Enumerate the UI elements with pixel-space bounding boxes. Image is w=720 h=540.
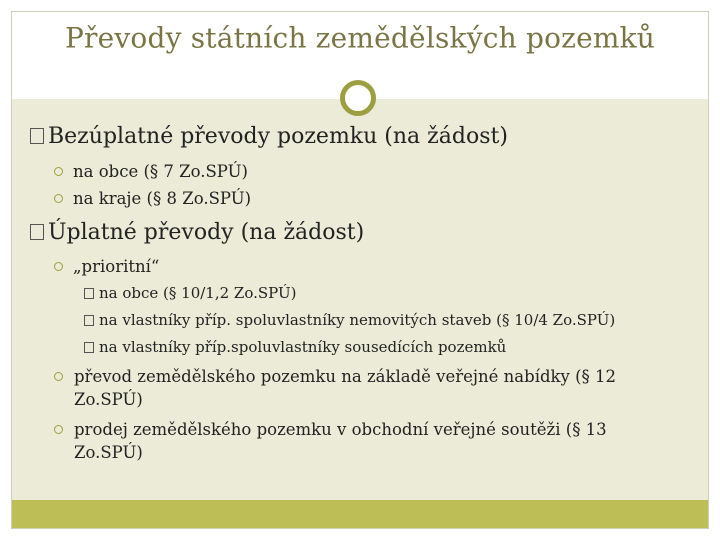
slide-title: Převody státních zemědělských pozemků	[65, 21, 655, 55]
circle-bullet-icon	[54, 372, 63, 381]
list-item	[54, 189, 251, 208]
list-item-text: na vlastníky příp. spoluvlastníky nemovitých staveb (§ 10/4 Zo.SPÚ)	[99, 311, 616, 329]
list-item-text: „prioritní“	[73, 257, 160, 276]
list-item	[54, 418, 664, 464]
circle-bullet-icon	[54, 167, 63, 176]
circle-bullet-icon	[54, 425, 63, 434]
decorative-circle-icon	[340, 80, 376, 116]
list-item-text: prodej zemědělského pozemku v obchodní veřejné soutěži (§ 13 Zo.SPÚ)	[74, 420, 607, 462]
square-bullet-icon	[30, 128, 44, 144]
list-item-text: převod zemědělského pozemku na základě veřejné nabídky (§ 12 Zo.SPÚ)	[74, 367, 617, 409]
list-item	[54, 257, 159, 276]
list-item-text: Bezúplatné převody pozemku (na žádost)	[48, 124, 508, 149]
list-item-text: na obce (§ 7 Zo.SPÚ)	[73, 162, 248, 181]
square-bullet-icon	[30, 224, 44, 240]
list-item-text: na obce (§ 10/1,2 Zo.SPÚ)	[99, 284, 297, 302]
list-item-text: Úplatné převody (na žádost)	[48, 220, 365, 245]
list-item-text: na vlastníky příp.spoluvlastníky sousedících pozemků	[99, 338, 507, 356]
square-bullet-icon	[84, 288, 94, 299]
list-item	[84, 338, 506, 356]
list-item	[84, 284, 297, 302]
list-item	[84, 311, 615, 329]
divider-line	[12, 98, 526, 99]
square-bullet-icon	[84, 315, 94, 326]
square-bullet-icon	[84, 342, 94, 353]
footer-bar	[12, 500, 708, 528]
list-item-text: na kraje (§ 8 Zo.SPÚ)	[73, 189, 252, 208]
list-item	[30, 124, 508, 149]
circle-bullet-icon	[54, 262, 63, 271]
list-item	[30, 220, 364, 245]
list-item	[54, 365, 664, 411]
circle-bullet-icon	[54, 194, 63, 203]
list-item	[54, 162, 248, 181]
